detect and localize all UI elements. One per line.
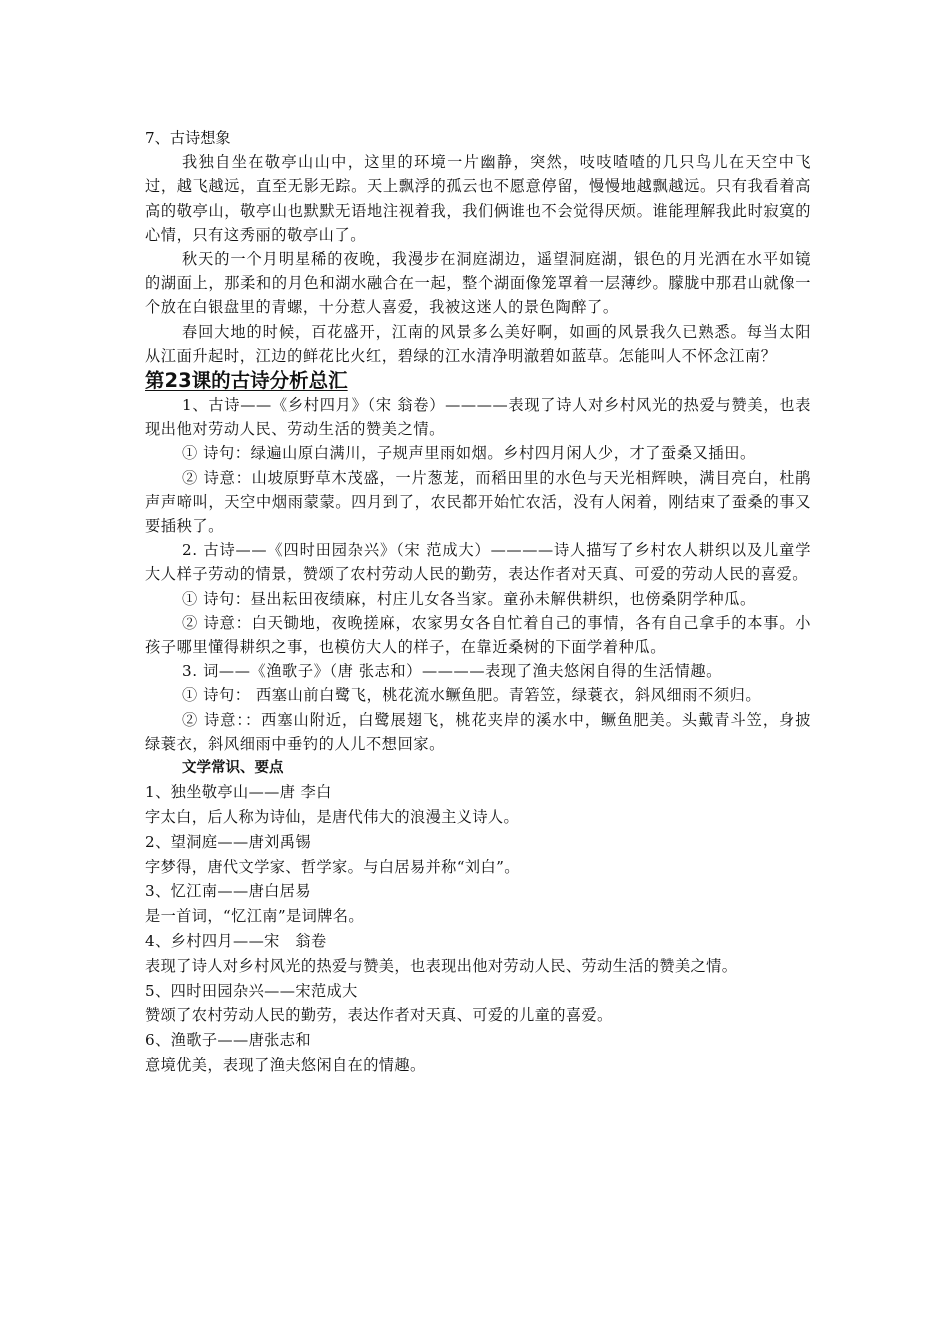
knowledge-item-desc: 是一首词，“忆江南”是词牌名。 xyxy=(145,907,364,926)
knowledge-item-title: 1、独坐敬亭山——唐 李白 xyxy=(145,783,332,802)
document-page xyxy=(145,126,811,1078)
knowledge-item-desc: 表现了诗人对乡村风光的热爱与赞美，也表现出他对劳动人民、劳动生活的赞美之情。 xyxy=(145,956,738,975)
knowledge-item-desc: 意境优美，表现了渔夫悠闲自在的情趣。 xyxy=(145,1056,426,1075)
section-heading: 7、古诗想象 xyxy=(145,129,231,147)
poem-3-intro: 3. 词——《渔歌子》（唐 张志和）————表现了渔夫悠闲自得的生活情趣。 xyxy=(182,662,722,681)
knowledge-item-title: 4、乡村四月——宋 翁卷 xyxy=(145,932,327,951)
knowledge-item-title: 3、忆江南——唐白居易 xyxy=(145,882,311,901)
imagination-paragraph-1: 我独自坐在敬亭山山中，这里的环境一片幽静，突然，吱吱喳喳的几只鸟儿在天空中飞过，越飞越远，直至无影无踪。天上飘浮的孤云也不愿意停留，慢慢地越飘越远。只有我看着高高的敬亭山，敬亭山也默默无语地注视着我，我们俩谁也不会觉得厌烦。谁能理解我此时寂寞的心情，只有这秀丽的敬亭山了。 xyxy=(145,153,811,244)
knowledge-item-desc: 赞颂了农村劳动人民的勤劳，表达作者对天真、可爱的儿童的喜爱。 xyxy=(145,1006,613,1025)
poem-1-meaning: ② 诗意：山坡原野草木茂盛，一片葱茏，而稻田里的水色与天光相辉映，满目亮白，杜鹃声声啼叫，天空中烟雨蒙蒙。四月到了，农民都开始忙农活，没有人闲着，刚结束了蚕桑的事又要插秧了。 xyxy=(145,468,811,536)
poem-1-verse: ① 诗句：绿遍山原白满川，子规声里雨如烟。乡村四月闲人少，才了蚕桑又插田。 xyxy=(182,444,756,463)
knowledge-item-desc: 字梦得，唐代文学家、哲学家。与白居易并称“刘白”。 xyxy=(145,857,520,876)
knowledge-item-title: 6、渔歌子——唐张志和 xyxy=(145,1031,311,1050)
poem-3-verse: ① 诗句： 西塞山前白鹭飞，桃花流水鳜鱼肥。青箬笠，绿蓑衣，斜风细雨不须归。 xyxy=(182,686,762,705)
knowledge-item-title: 2、望洞庭——唐刘禹锡 xyxy=(145,832,311,851)
poem-2-intro: 2. 古诗——《四时田园杂兴》（宋 范成大）————诗人描写了乡村农人耕织以及儿童学大人样子劳动的情景，赞颂了农村劳动人民的勤劳，表达作者对天真、可爱的劳动人民的喜爱。 xyxy=(145,541,811,584)
imagination-paragraph-3: 春回大地的时候，百花盛开，江南的风景多么美好啊，如画的风景我久已熟悉。每当太阳从江面升起时，江边的鲜花比火红，碧绿的江水清净明澈碧如蓝草。怎能叫人不怀念江南？ xyxy=(145,322,811,365)
poem-3-meaning: ② 诗意：：西塞山附近，白鹭展翅飞，桃花夹岸的溪水中，鳜鱼肥美。头戴青斗笠，身披绿蓑衣，斜风细雨中垂钓的人儿不想回家。 xyxy=(145,710,811,753)
knowledge-heading: 文学常识、要点 xyxy=(182,760,284,777)
knowledge-item-desc: 字太白，后人称为诗仙，是唐代伟大的浪漫主义诗人。 xyxy=(145,808,520,827)
imagination-paragraph-2: 秋天的一个月明星稀的夜晚，我漫步在洞庭湖边，遥望洞庭湖，银色的月光洒在水平如镜的湖面上，那柔和的月色和湖水融合在一起，整个湖面像笼罩着一层薄纱。朦胧中那君山就像一个放在白银盘里的青螺，十分惹人喜爱，我被这迷人的景色陶醉了。 xyxy=(145,250,811,317)
poem-1-intro: 1、古诗——《乡村四月》（宋 翁卷）————表现了诗人对乡村风光的热爱与赞美，也表现出他对劳动人民、劳动生活的赞美之情。 xyxy=(145,396,811,439)
knowledge-item-title: 5、四时田园杂兴——宋范成大 xyxy=(145,981,358,1000)
poem-2-verse: ① 诗句：昼出耘田夜绩麻，村庄儿女各当家。童孙未解供耕织，也傍桑阴学种瓜。 xyxy=(182,589,756,608)
poem-2-meaning: ② 诗意：白天锄地，夜晚搓麻，农家男女各自忙着自己的事情，各有自己拿手的本事。小孩子哪里懂得耕织之事，也模仿大人的样子，在靠近桑树的下面学着种瓜。 xyxy=(145,613,811,657)
lesson-title: 第23课的古诗分析总汇 xyxy=(145,369,348,393)
